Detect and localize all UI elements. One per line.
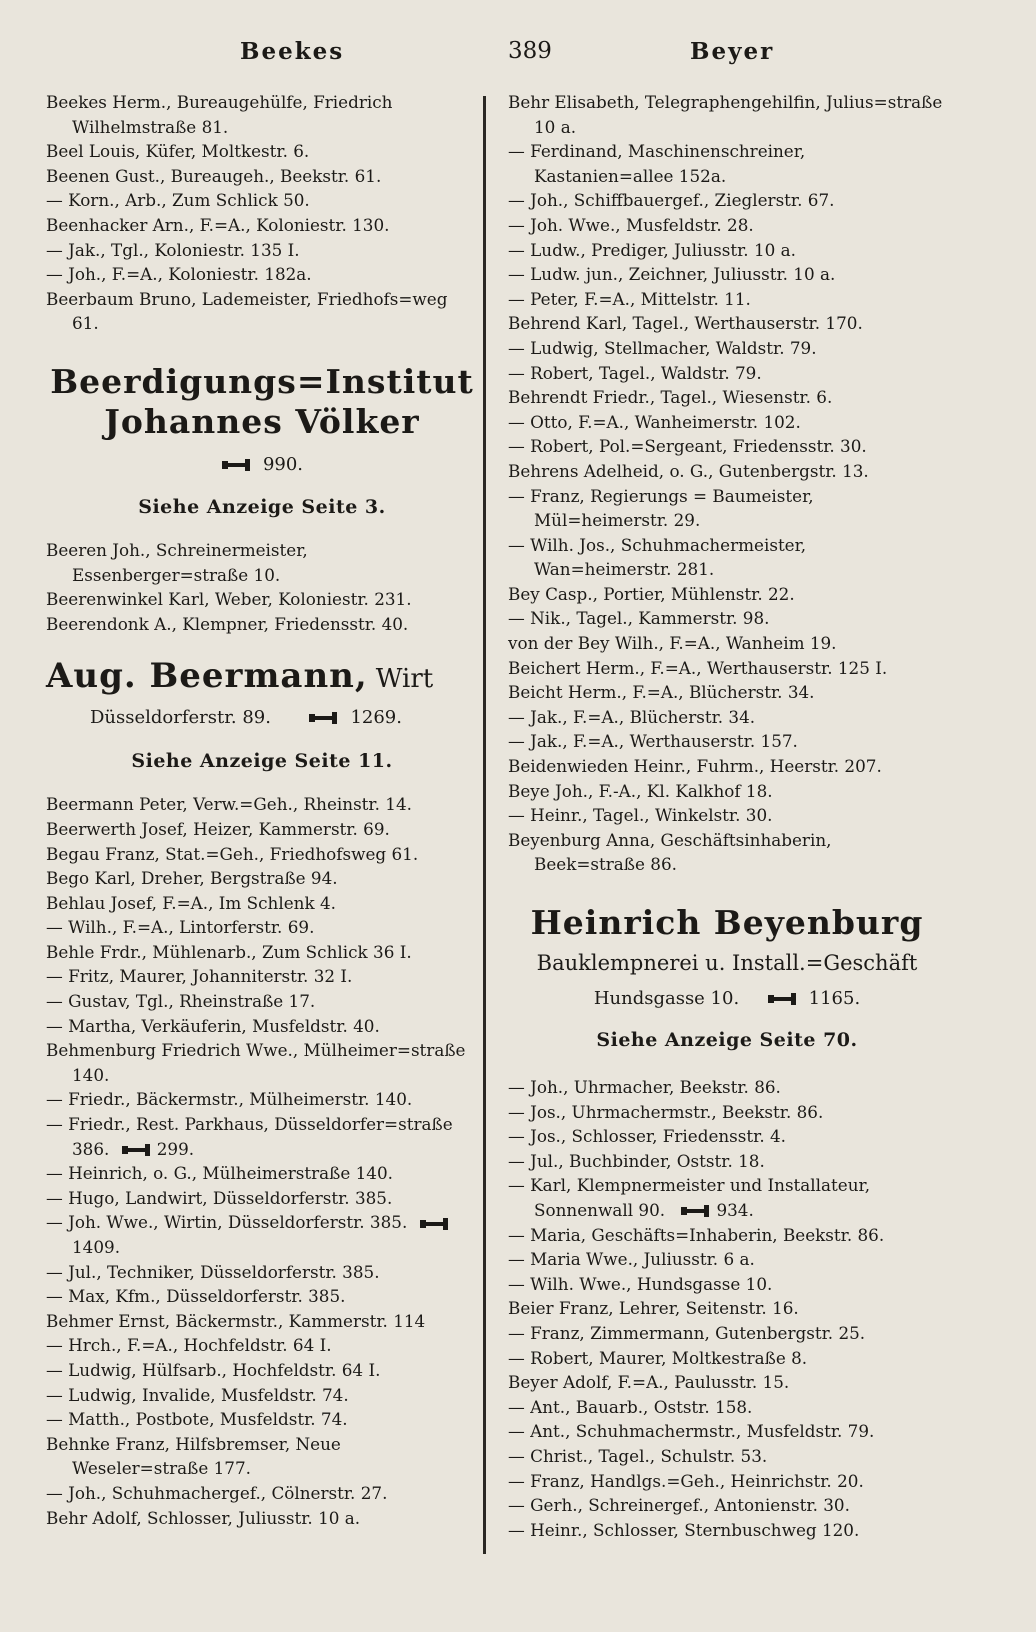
list-item: — Robert, Tagel., Waldstr. 79.: [508, 362, 762, 383]
list-item: — Ant., Schuhmachermstr., Musfeldstr. 79.: [508, 1421, 875, 1442]
ad-address: Düsseldorferstr. 89.: [90, 707, 271, 729]
telephone-icon: [419, 1217, 451, 1231]
list-item: — Hugo, Landwirt, Düsseldorferstr. 385.: [46, 1187, 393, 1208]
telephone-icon: [308, 711, 340, 725]
list-item: — Gustav, Tgl., Rheinstraße 17.: [46, 991, 316, 1012]
running-head: [40, 38, 992, 78]
list-item: — Franz, Zimmermann, Gutenbergstr. 25.: [508, 1322, 866, 1343]
ad-reference: Siehe Anzeige Seite 11.: [131, 750, 393, 773]
list-item: Behr Adolf, Schlosser, Juliusstr. 10 a.: [46, 1507, 361, 1528]
ad-address-line: [46, 702, 478, 734]
list-item: — Jak., F.=A., Werthauserstr. 157.: [508, 731, 798, 752]
list-item: — Heinrich, o. G., Mülheimerstraße 140.: [46, 1163, 393, 1184]
list-item: — Ant., Bauarb., Oststr. 158.: [508, 1396, 753, 1417]
list-item: Beerenwinkel Karl, Weber, Koloniestr. 231.: [46, 589, 412, 610]
list-item: [46, 1210, 478, 1259]
list-item: — Jos., Schlosser, Friedensstr. 4.: [508, 1126, 787, 1147]
entry-phone: 1409.: [72, 1237, 121, 1257]
list-item: — Wilh., F.=A., Lintorferstr. 69.: [46, 917, 315, 938]
list-item: Beye Joh., F.-A., Kl. Kalkhof 18.: [508, 780, 773, 801]
list-item: Beier Franz, Lehrer, Seitenstr. 16.: [508, 1298, 799, 1319]
list-item: — Wilh. Wwe., Hundsgasse 10.: [508, 1273, 773, 1294]
list-item: Behle Frdr., Mühlenarb., Zum Schlick 36 I.: [46, 941, 412, 962]
ad-phone: [46, 448, 478, 482]
telephone-icon: [121, 1143, 153, 1157]
list-item: — Joh. Wwe., Musfeldstr. 28.: [508, 214, 754, 235]
list-item: Beyenburg Anna, Geschäftsinhaberin, Beek=straße 86.: [508, 829, 832, 875]
list-item: Bey Casp., Portier, Mühlenstr. 22.: [508, 583, 795, 604]
list-item: — Korn., Arb., Zum Schlick 50.: [46, 190, 310, 211]
entry-text: — Karl, Klempnermeister und Installateur, Sonnenwall 90.: [508, 1175, 871, 1220]
telephone-icon: [221, 458, 253, 472]
list-item: — Franz, Handlgs.=Geh., Heinrichstr. 20.: [508, 1470, 864, 1491]
entries-group: [46, 792, 478, 1530]
telephone-icon: [767, 992, 799, 1006]
ad-address: Hundsgasse 10.: [593, 988, 740, 1009]
list-item: — Ludwig, Hülfsarb., Hochfeldstr. 64 I.: [46, 1359, 381, 1380]
entry-text: — Joh. Wwe., Wirtin, Düsseldorferstr. 385.: [46, 1212, 408, 1233]
list-item: — Maria Wwe., Juliusstr. 6 a.: [508, 1249, 755, 1270]
ad-phone-number: 1165.: [808, 988, 861, 1009]
list-item: Behlau Josef, F.=A., Im Schlenk 4.: [46, 892, 336, 913]
list-item: — Gerh., Schreinergef., Antonienstr. 30.: [508, 1495, 850, 1516]
list-item: von der Bey Wilh., F.=A., Wanheim 19.: [508, 633, 837, 654]
list-item: — Ferdinand, Maschinenschreiner, Kastanien=allee 152a.: [508, 141, 806, 186]
list-item: — Wilh. Jos., Schuhmachermeister, Wan=heimerstr. 281.: [508, 534, 807, 580]
list-item: Beicht Herm., F.=A., Blücherstr. 34.: [508, 682, 815, 703]
list-item: — Jos., Uhrmachermstr., Beekstr. 86.: [508, 1101, 824, 1122]
list-item: Behrend Karl, Tagel., Werthauserstr. 170.: [508, 313, 863, 334]
list-item: — Jak., Tgl., Koloniestr. 135 I.: [46, 239, 300, 260]
list-item: — Matth., Postbote, Musfeldstr. 74.: [46, 1409, 348, 1430]
list-item: — Otto, F.=A., Wanheimerstr. 102.: [508, 411, 801, 432]
telephone-icon: [680, 1204, 712, 1218]
page-number: 389: [508, 38, 552, 64]
ad-name-line: [46, 656, 478, 697]
list-item: Behrendt Friedr., Tagel., Wiesenstr. 6.: [508, 387, 833, 408]
list-item: — Ludw., Prediger, Juliusstr. 10 a.: [508, 239, 796, 260]
entries-group: [508, 1075, 946, 1542]
list-item: — Ludw. jun., Zeichner, Juliusstr. 10 a.: [508, 264, 836, 285]
list-item: — Ludwig, Invalide, Musfeldstr. 74.: [46, 1384, 349, 1405]
list-item: Behrens Adelheid, o. G., Gutenbergstr. 13.: [508, 460, 869, 481]
list-item: — Joh., Schuhmachergef., Cölnerstr. 27.: [46, 1482, 388, 1503]
ad-title: Heinrich Beyenburg: [530, 903, 924, 942]
ad-subtitle: Bauklempnerei u. Install.=Geschäft: [536, 951, 918, 975]
header-left-keyword: Beekes: [240, 38, 345, 65]
list-item: Beerbaum Bruno, Lademeister, Friedhofs=weg 61.: [46, 288, 448, 334]
list-item: Beidenwieden Heinr., Fuhrm., Heerstr. 207.: [508, 756, 882, 777]
list-item: — Martha, Verkäuferin, Musfeldstr. 40.: [46, 1015, 380, 1036]
ad-title-line2: Johannes Völker: [104, 401, 420, 441]
entry-phone: 299.: [156, 1138, 195, 1159]
advertisement-voelker: [46, 362, 478, 524]
right-column: [508, 90, 946, 1542]
column-divider: [483, 96, 486, 1554]
list-item: — Ludwig, Stellmacher, Waldstr. 79.: [508, 337, 817, 358]
list-item: Behnke Franz, Hilfsbremser, Neue Weseler=straße 177.: [46, 1433, 341, 1479]
ad-phone-number: 990.: [262, 453, 304, 475]
list-item: [508, 1173, 946, 1222]
ad-address-line: [508, 983, 946, 1015]
list-item: Beermann Peter, Verw.=Geh., Rheinstr. 14.: [46, 794, 412, 815]
ad-phone-number: 1269.: [350, 707, 402, 729]
list-item: Beekes Herm., Bureaugehülfe, Friedrich Wilhelmstraße 81.: [46, 92, 393, 137]
ad-reference: Siehe Anzeige Seite 3.: [138, 495, 386, 518]
advertisement-beermann: [46, 656, 478, 778]
advertisement-beyenburg: [508, 903, 946, 1057]
list-item: Begau Franz, Stat.=Geh., Friedhofsweg 61.: [46, 843, 419, 864]
list-item: — Maria, Geschäfts=Inhaberin, Beekstr. 86.: [508, 1224, 885, 1245]
list-item: — Fritz, Maurer, Johanniterstr. 32 I.: [46, 966, 353, 987]
list-item: Beenen Gust., Bureaugeh., Beekstr. 61.: [46, 165, 382, 186]
list-item: [46, 1112, 478, 1161]
list-item: — Jul., Techniker, Düsseldorferstr. 385.: [46, 1261, 380, 1282]
list-item: — Hrch., F.=A., Hochfeldstr. 64 I.: [46, 1335, 332, 1356]
ad-reference: Siehe Anzeige Seite 70.: [596, 1029, 858, 1051]
list-item: Behmer Ernst, Bäckermstr., Kammerstr. 114: [46, 1310, 426, 1331]
header-right-keyword: Beyer: [690, 38, 775, 65]
list-item: — Joh., Schiffbauergef., Zieglerstr. 67.: [508, 190, 835, 211]
list-item: — Heinr., Schlosser, Sternbuschweg 120.: [508, 1519, 860, 1540]
list-item: Beeren Joh., Schreinermeister, Essenberger=straße 10.: [46, 539, 308, 585]
entries-group: [46, 538, 478, 636]
list-item: — Jak., F.=A., Blücherstr. 34.: [508, 706, 756, 727]
list-item: — Christ., Tagel., Schulstr. 53.: [508, 1445, 768, 1466]
list-item: — Nik., Tagel., Kammerstr. 98.: [508, 608, 770, 629]
list-item: — Franz, Regierungs = Baumeister, Mül=heimerstr. 29.: [508, 485, 814, 531]
list-item: Bego Karl, Dreher, Bergstraße 94.: [46, 868, 338, 889]
list-item: Beyer Adolf, F.=A., Paulusstr. 15.: [508, 1372, 790, 1393]
ad-business-name: Aug. Beermann,: [46, 656, 368, 697]
list-item: — Joh., F.=A., Koloniestr. 182a.: [46, 264, 312, 285]
list-item: Beel Louis, Küfer, Moltkestr. 6.: [46, 141, 310, 162]
list-item: Beerwerth Josef, Heizer, Kammerstr. 69.: [46, 818, 390, 839]
ad-business-role: Wirt: [375, 664, 434, 695]
list-item: — Friedr., Bäckermstr., Mülheimerstr. 140.: [46, 1089, 413, 1110]
list-item: — Jul., Buchbinder, Oststr. 18.: [508, 1150, 765, 1171]
list-item: Beenhacker Arn., F.=A., Koloniestr. 130.: [46, 214, 390, 235]
list-item: — Peter, F.=A., Mittelstr. 11.: [508, 288, 751, 309]
list-item: — Robert, Pol.=Sergeant, Friedensstr. 30.: [508, 436, 867, 457]
entry-phone: 934.: [716, 1199, 754, 1220]
list-item: Beichert Herm., F.=A., Werthauserstr. 125 I.: [508, 657, 888, 678]
list-item: — Joh., Uhrmacher, Beekstr. 86.: [508, 1077, 781, 1097]
ad-title-line1: Beerdigungs=Institut: [50, 361, 474, 401]
list-item: Beerendonk A., Klempner, Friedensstr. 40.: [46, 613, 409, 634]
left-column: [46, 90, 478, 1530]
list-item: — Robert, Maurer, Moltkestraße 8.: [508, 1347, 808, 1368]
list-item: — Max, Kfm., Düsseldorferstr. 385.: [46, 1286, 346, 1307]
list-item: Behr Elisabeth, Telegraphengehilfin, Julius=straße 10 a.: [508, 92, 943, 137]
list-item: — Heinr., Tagel., Winkelstr. 30.: [508, 805, 773, 826]
list-item: Behmenburg Friedrich Wwe., Mülheimer=straße 140.: [46, 1040, 466, 1085]
entry-text: — Friedr., Rest. Parkhaus, Düsseldorfer=straße 386.: [46, 1114, 453, 1159]
